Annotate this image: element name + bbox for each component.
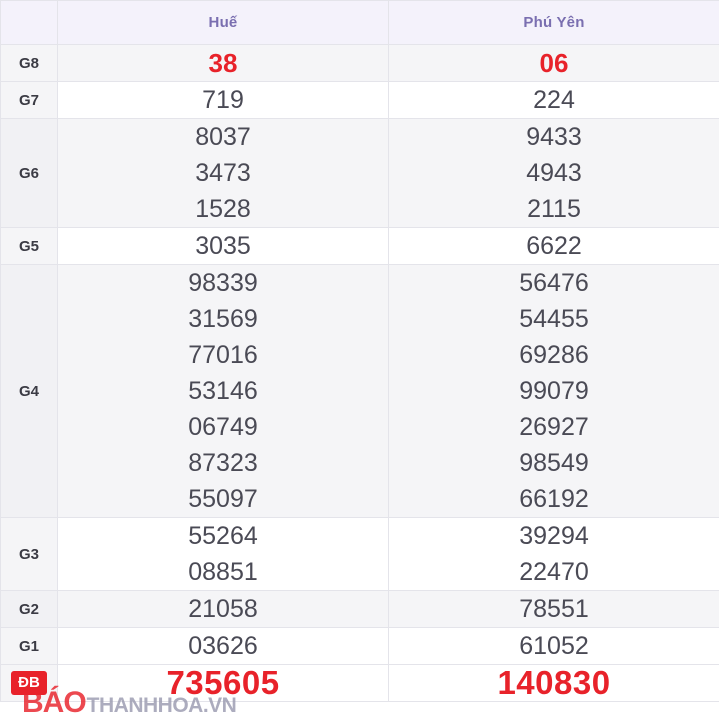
watermark-secondary: THANHHOA.VN bbox=[86, 694, 237, 717]
special-prize-badge: ĐB bbox=[11, 671, 47, 695]
table-header-row bbox=[1, 1, 719, 45]
result-number: 31569 bbox=[188, 305, 258, 333]
prize-values-hue bbox=[58, 228, 389, 265]
prize-values-hue bbox=[58, 82, 389, 119]
result-number: 77016 bbox=[188, 341, 258, 369]
prize-values-hue bbox=[58, 628, 389, 665]
table-row bbox=[1, 228, 719, 265]
prize-values-hue bbox=[58, 265, 389, 518]
table-row bbox=[1, 665, 719, 702]
prize-label: G8 bbox=[1, 45, 58, 82]
result-number: 78551 bbox=[519, 595, 589, 623]
prize-label: G4 bbox=[1, 265, 58, 518]
prize-values-phuyen bbox=[389, 265, 719, 518]
result-number: 53146 bbox=[188, 377, 258, 405]
result-number: 55097 bbox=[188, 485, 258, 513]
prize-values-phuyen bbox=[389, 518, 719, 591]
result-number: 69286 bbox=[519, 341, 589, 369]
result-number: 8037 bbox=[195, 123, 251, 151]
result-number: 21058 bbox=[188, 595, 258, 623]
table-row bbox=[1, 591, 719, 628]
result-number: 98549 bbox=[519, 449, 589, 477]
prize-values-phuyen bbox=[389, 228, 719, 265]
prize-values-phuyen bbox=[389, 628, 719, 665]
table-row bbox=[1, 82, 719, 119]
result-number: 08851 bbox=[188, 558, 258, 586]
prize-label: G2 bbox=[1, 591, 58, 628]
prize-values-phuyen bbox=[389, 45, 719, 82]
prize-values-hue bbox=[58, 518, 389, 591]
prize-label: G3 bbox=[1, 518, 58, 591]
result-number: 06 bbox=[539, 48, 569, 78]
result-number: 26927 bbox=[519, 413, 589, 441]
table-body bbox=[1, 45, 719, 702]
result-number: 56476 bbox=[519, 269, 589, 297]
column-header-prize bbox=[1, 1, 58, 45]
result-number: 3035 bbox=[195, 232, 251, 260]
table-header bbox=[1, 1, 719, 45]
result-number: 54455 bbox=[519, 305, 589, 333]
prize-label-special bbox=[1, 665, 58, 702]
watermark-primary: BÁO bbox=[22, 686, 86, 719]
result-number: 06749 bbox=[188, 413, 258, 441]
result-number: 99079 bbox=[519, 377, 589, 405]
result-number: 719 bbox=[202, 86, 244, 114]
prize-values-phuyen bbox=[389, 591, 719, 628]
table-row bbox=[1, 518, 719, 591]
result-number: 22470 bbox=[519, 558, 589, 586]
result-number: 38 bbox=[208, 48, 238, 78]
result-number: 61052 bbox=[519, 632, 589, 660]
column-header-phuyen: Phú Yên bbox=[389, 1, 719, 45]
prize-values-hue bbox=[58, 665, 389, 702]
result-number: 140830 bbox=[497, 664, 611, 701]
result-number: 03626 bbox=[188, 632, 258, 660]
result-number: 39294 bbox=[519, 522, 589, 550]
prize-values-phuyen bbox=[389, 665, 719, 702]
prize-values-hue bbox=[58, 119, 389, 228]
result-number: 4943 bbox=[526, 159, 582, 187]
prize-label: G6 bbox=[1, 119, 58, 228]
table-row bbox=[1, 265, 719, 518]
result-number: 9433 bbox=[526, 123, 582, 151]
table-row bbox=[1, 628, 719, 665]
table-row bbox=[1, 119, 719, 228]
result-number: 3473 bbox=[195, 159, 251, 187]
result-number: 87323 bbox=[188, 449, 258, 477]
result-number: 224 bbox=[533, 86, 575, 114]
result-number: 1528 bbox=[195, 195, 251, 223]
result-number: 98339 bbox=[188, 269, 258, 297]
prize-values-hue bbox=[58, 591, 389, 628]
table-row bbox=[1, 45, 719, 82]
prize-values-phuyen bbox=[389, 82, 719, 119]
result-number: 735605 bbox=[166, 664, 280, 701]
prize-values-hue bbox=[58, 45, 389, 82]
prize-label: G5 bbox=[1, 228, 58, 265]
result-number: 2115 bbox=[527, 195, 581, 223]
result-number: 55264 bbox=[188, 522, 258, 550]
prize-label: G7 bbox=[1, 82, 58, 119]
result-number: 66192 bbox=[519, 485, 589, 513]
prize-label: G1 bbox=[1, 628, 58, 665]
prize-values-phuyen bbox=[389, 119, 719, 228]
column-header-hue: Huế bbox=[58, 1, 389, 45]
result-number: 6622 bbox=[526, 232, 582, 260]
